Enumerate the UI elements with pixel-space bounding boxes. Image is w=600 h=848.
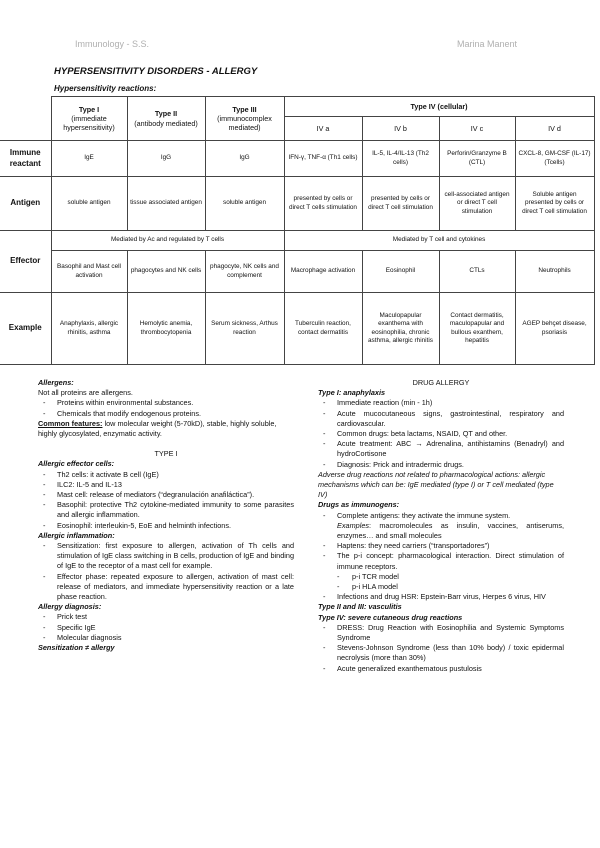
row-label-effector: Effector [0,231,51,293]
type2-3-heading: Type II and III: vasculitis [318,602,402,612]
common-features-label: Common features: [38,418,103,428]
table-cell: Eosinophil [362,251,439,293]
drug-allergy-heading: DRUG ALLERGY [412,378,470,387]
list-item: - Molecular diagnosis [38,633,294,643]
list-item: - Basophil: protective Th2 cytokine-mediated immunity to some parasites and allergic inflammation. [38,500,294,520]
header-left: Immunology - S.S. [75,39,150,49]
table-cell: Anaphylaxis, allergic rhinitis, asthma [51,293,127,365]
table-cell: CXCL-8, GM-CSF (IL-17) (Tcells) [515,141,594,177]
list-item: - Stevens-Johnson Syndrome (less than 10% body) / toxic epidermal necrolysis (more than 30%) [318,643,564,663]
type4a-header: IV a [284,117,362,141]
table-cell: cell-associated antigen or direct T cell stimulation [439,177,515,231]
type4d-header: IV d [515,117,594,141]
effector-heading: Allergic effector cells: [38,459,115,469]
sensitization-note: Sensitization ≠ allergy [38,643,115,653]
hypersensitivity-table [0,96,595,365]
diagnosis-heading: Allergy diagnosis: [38,602,102,612]
type2-header: Type II (antibody mediated) [127,97,205,141]
immunogens-heading: Drugs as immunogens: [318,500,400,510]
table-cell: IFN-γ, TNF-α (Th1 cells) [284,141,362,177]
row-label-immune: Immune reactant [0,141,51,177]
table-cell: Serum sickness, Arthus reaction [205,293,284,365]
examples-label: Examples [337,520,370,530]
table-cell: soluble antigen [205,177,284,231]
examples-body: : macromolecules as insulin, vaccines, antiserums, enzymes… and small molecules [337,520,564,541]
list-item: - Acute treatment: ABC → Adrenalina, antihistamins (Benadryl) and hydroCortisone [318,439,564,459]
table-subtitle: Hypersensitivity reactions: [54,84,157,93]
list-item: - Eosinophil: interleukin-5, EoE and helminth infections. [38,521,294,531]
inflammation-heading: Allergic inflammation: [38,530,115,540]
type3-header: Type III (immunocomplex mediated) [205,97,284,141]
table-cell: presented by cells or direct T cells stimulation [284,177,362,231]
table-cell: presented by cells or direct T cell stimulation [362,177,439,231]
table-cell: phagocytes and NK cells [127,251,205,293]
type4c-header: IV c [439,117,515,141]
header-right: Marina Manent [457,39,518,49]
list-item: - ILC2: IL-5 and IL-13 [38,480,294,490]
type1-heading: TYPE I [154,449,178,459]
list-item: - Immediate reaction (min - 1h) [318,398,564,408]
row-label-example: Example [0,293,51,365]
list-item: - Effector phase: repeated exposure to allergen, activation of mast cell: release of mediators, and immediate hypersensitivity reaction or a late phase reaction. [38,572,294,603]
table-cell: IL-5, IL-4/IL-13 (Th2 cells) [362,141,439,177]
list-item: - Prick test [38,612,294,622]
effector-span-ab: Mediated by Ac and regulated by T cells [51,231,284,251]
adverse-note: Adverse drug reactions not related to pharmacological actions: allergic mechanisms which can be: IgE mediated (type I) or T cell mediated (type IV) [318,469,554,500]
left-column [38,378,294,653]
list-item: - DRESS: Drug Reaction with Eosinophilia and Systemic Symptoms Syndrome [318,623,564,643]
table-cell: phagocyte, NK cells and complement [205,251,284,293]
common-features-text: low molecular weight (5-70kD), stable, highly soluble, highly glycosylated, enzymatic activity. [38,418,277,439]
list-item: - Th2 cells: it activate B cell (IgE) [38,470,294,480]
list-item: - Complete antigens: they activate the immune system. [318,511,564,521]
right-column [318,378,564,674]
table-corner [0,97,51,141]
effector-span-tcell: Mediated by T cell and cytokines [284,231,594,251]
list-item: - Mast cell: release of mediators (“degranulación anafiláctica”). [38,490,294,500]
type4-heading: Type IV: severe cutaneous drug reactions [318,612,463,622]
type1-header: Type I (immediate hypersensitivity) [51,97,127,141]
table-cell: Soluble antigen presented by cells or direct T cell stimulation [515,177,594,231]
list-item: - Diagnosis: Prick and intradermic drugs. [318,460,564,470]
table-cell: Basophil and Mast cell activation [51,251,127,293]
list-item: - Acute mucocutaneous signs, gastrointestinal, respiratory and cardiovascular. [318,409,564,429]
table-cell: AGEP behçet disease, psoriasis [515,293,594,365]
type4b-header: IV b [362,117,439,141]
type1-anaphylaxis-heading: Type I: anaphylaxis [318,388,386,398]
table-cell: IgG [205,141,284,177]
table-cell: Perforin/Granzyme B (CTL) [439,141,515,177]
list-item: - Infections and drug HSR: Epstein-Barr virus, Herpes 6 virus, HIV [318,592,564,602]
list-item: - The p-i concept: pharmacological interaction. Direct stimulation of immune receptors. [318,551,564,571]
list-item: - Chemicals that modify endogenous proteins. [38,409,294,419]
table-cell: Maculopapular exanthema with eosinophilia, chronic asthma, allergic rhinitis [362,293,439,365]
list-item: - Specific IgE [38,623,294,633]
sub-list-item: - p-i HLA model [318,582,564,592]
table-cell: Macrophage activation [284,251,362,293]
examples-text [318,521,564,541]
table-cell: soluble antigen [51,177,127,231]
list-item: - Proteins within environmental substances. [38,398,294,408]
list-item: - Haptens: they need carriers (“transportadores”) [318,541,564,551]
sub-list-item: - p-i TCR model [318,572,564,582]
type4-header: Type IV (cellular) [284,97,594,117]
list-item: - Acute generalized exanthematous pustulosis [318,664,564,674]
common-features [38,419,294,439]
table-cell: IgE [51,141,127,177]
table-cell: IgG [127,141,205,177]
list-item: - Sensitization: first exposure to allergen, activation of Th cells and stimulation of IgE class switching in B cells, production of IgE and binding of IgE to the receptor of a mast cell for example. [38,541,294,572]
table-cell: tissue associated antigen [127,177,205,231]
table-cell: Hemolytic anemia, thrombocytopenia [127,293,205,365]
allergens-heading: Allergens: [38,378,74,387]
list-item: - Common drugs: beta lactams, NSAID, QT and other. [318,429,564,439]
table-cell: CTLs [439,251,515,293]
page-title: HYPERSENSITIVITY DISORDERS - ALLERGY [54,66,258,77]
row-label-antigen: Antigen [0,177,51,231]
table-cell: Contact dermatitis, maculopapular and bullous exanthem, hepatitis [439,293,515,365]
paragraph: Not all proteins are allergens. [38,388,133,398]
table-cell: Tuberculin reaction, contact dermatitis [284,293,362,365]
table-cell: Neutrophils [515,251,594,293]
